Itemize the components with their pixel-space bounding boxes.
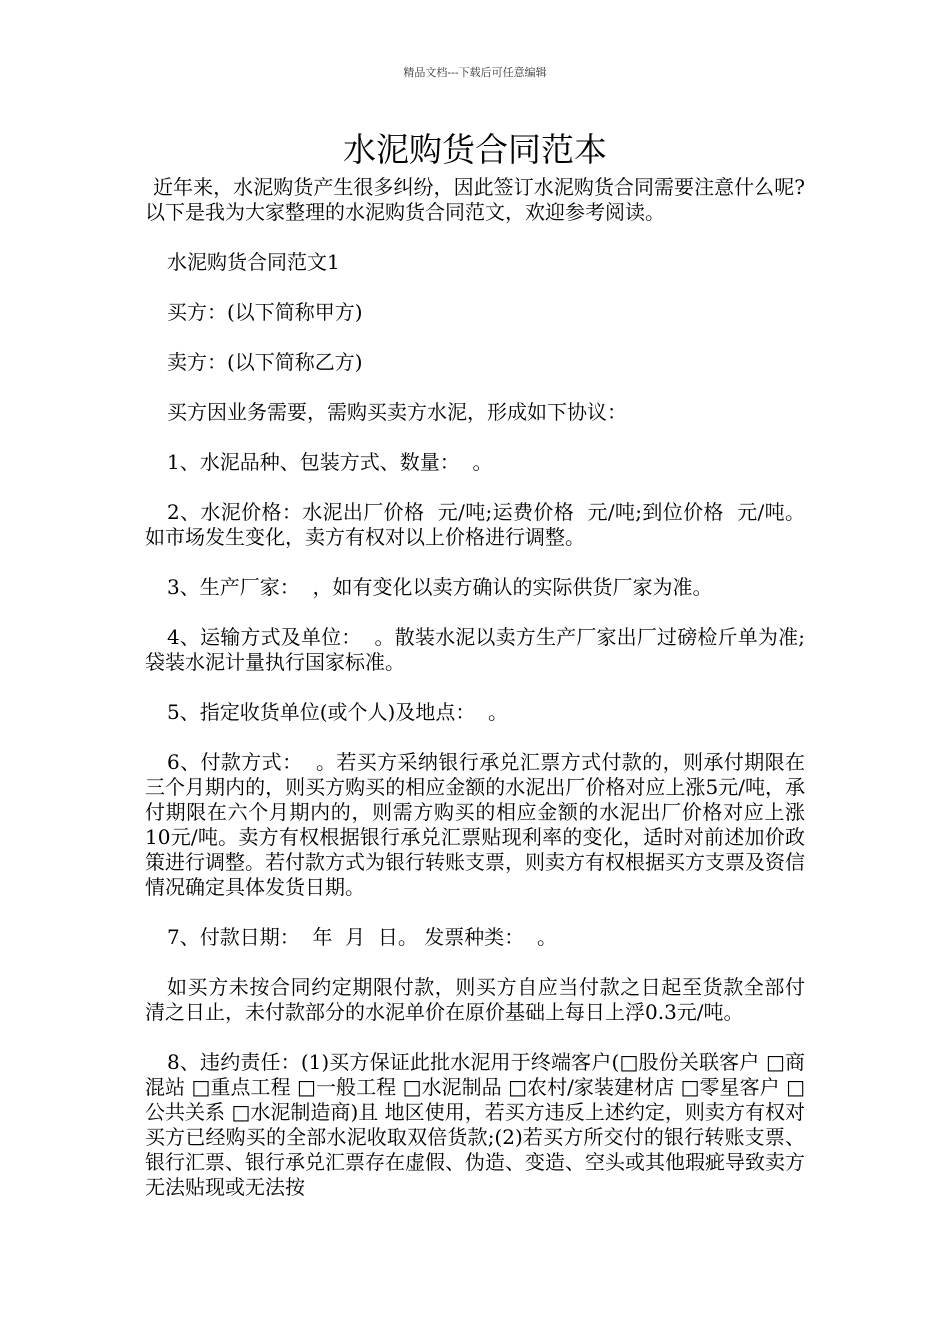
clause-4-transport: 4、运输方式及单位： 。散装水泥以卖方生产厂家出厂过磅检斤单为准;袋装水泥计量执行国家标准。 — [145, 625, 805, 674]
clause-6-payment-method: 6、付款方式： 。若买方采纳银行承兑汇票方式付款的，则承付期限在三个月期内的，则买方购买的相应金额的水泥出厂价格对应上涨5元/吨，承付期限在六个月期内的，则需方购买的相应金额的水泥出厂价格对应上涨10元/吨。卖方有权根据银行承兑汇票贴现利率的变化，适时对前述加价政策进行调整。若付款方式为银行转账支票，则卖方有权根据买方支票及资信情况确定具体发货日期。 — [145, 750, 805, 899]
section-heading: 水泥购货合同范文1 — [167, 250, 340, 274]
clause-8-liability: 8、违约责任：(1)买方保证此批水泥用于终端客户(□股份关联客户 □商混站 □重点工程 □一般工程 □水泥制品 □农村/家装建材店 □零星客户 □公共关系 □水泥制造商)且 地区使用，若买方违反上述约定，则卖方有权对买方已经购买的全部水泥收取双倍货款;(2)若买方所交付的银行转账支票、银行汇票、银行承兑汇票存在虚假、伪造、变造、空头或其他瑕疵导致卖方无法贴现或无法按 — [145, 1050, 805, 1199]
clause-7-payment-date: 7、付款日期： 年 月 日。 发票种类： 。 — [167, 925, 557, 949]
clause-1-product: 1、水泥品种、包装方式、数量： 。 — [167, 450, 493, 474]
document-body — [145, 175, 805, 1225]
clause-3-manufacturer: 3、生产厂家： ，如有变化以卖方确认的实际供货厂家为准。 — [167, 575, 713, 599]
agreement-preamble: 买方因业务需要，需购买卖方水泥，形成如下协议： — [167, 400, 627, 424]
clause-2-price: 2、水泥价格：水泥出厂价格 元/吨;运费价格 元/吨;到位价格 元/吨。如市场发生变化，卖方有权对以上价格进行调整。 — [145, 500, 805, 549]
clause-5-delivery-address: 5、指定收货单位(或个人)及地点： 。 — [167, 700, 509, 724]
page-header-note: 精品文档---下载后可任意编辑 — [403, 66, 547, 79]
buyer-line: 买方：(以下简称甲方) — [167, 300, 363, 324]
late-payment-paragraph: 如买方未按合同约定期限付款，则买方自应当付款之日起至货款全部付清之日止，未付款部分的水泥单价在原价基础上每日上浮0.3元/吨。 — [145, 975, 805, 1024]
document-title: 水泥购货合同范本 — [343, 130, 607, 169]
intro-paragraph: 近年来，水泥购货产生很多纠纷，因此签订水泥购货合同需要注意什么呢?以下是我为大家整理的水泥购货合同范文，欢迎参考阅读。 — [145, 175, 805, 224]
seller-line: 卖方：(以下简称乙方) — [167, 350, 363, 374]
